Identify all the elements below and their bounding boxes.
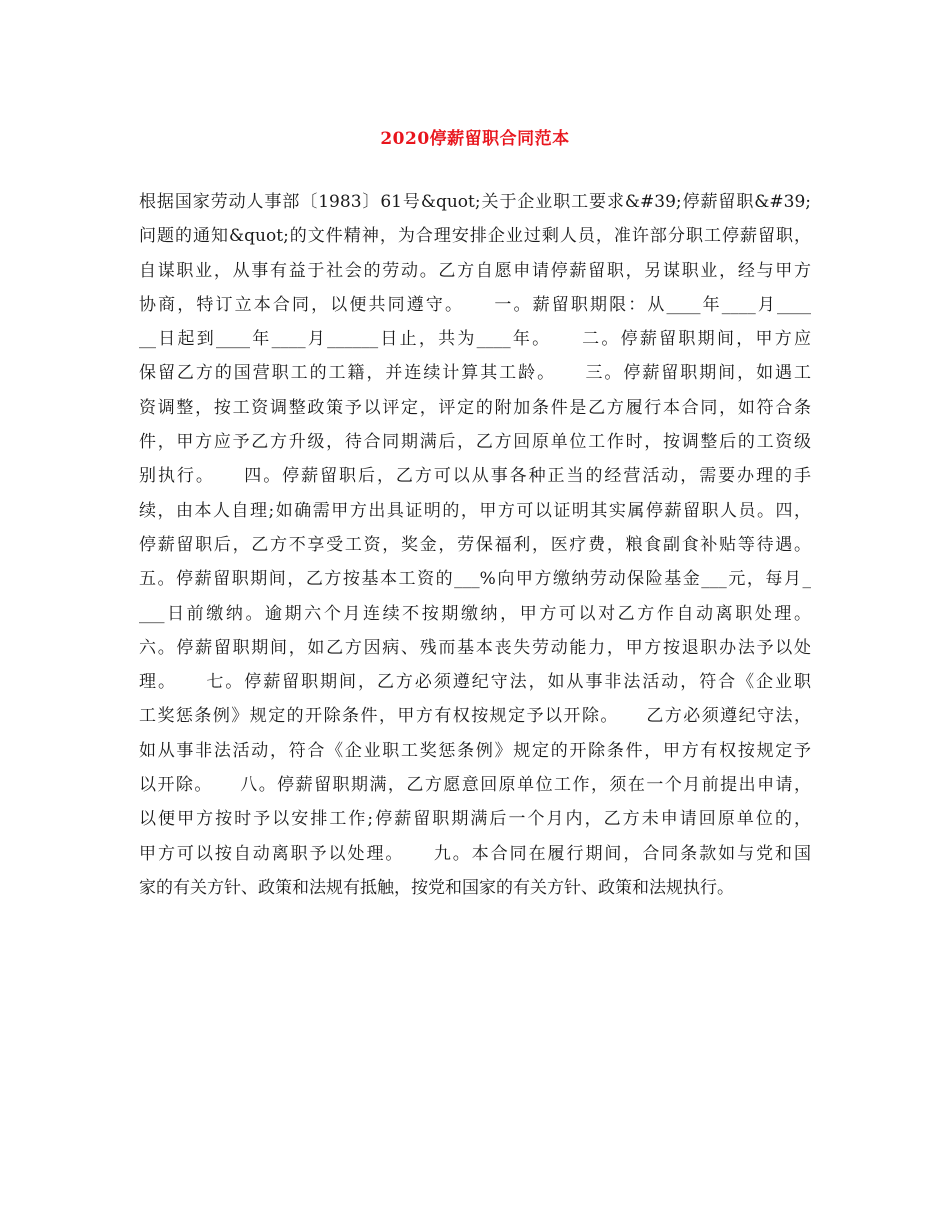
body-line: 别执行。 四。停薪留职后，乙方可以从事各种正当的经营活动，需要办理的手 — [139, 466, 811, 487]
body-line: 工奖惩条例》规定的开除条件，甲方有权按规定予以开除。 乙方必须遵纪守法， — [139, 706, 811, 727]
body-line: 理。 七。停薪留职期间，乙方必须遵纪守法，如从事非法活动，符合《企业职 — [139, 672, 811, 693]
body-line: 件，甲方应予乙方升级，待合同期满后，乙方回原单位工作时，按调整后的工资级 — [139, 432, 811, 453]
body-line: 续，由本人自理;如确需甲方出具证明的，甲方可以证明其实属停薪留职人员。四， — [139, 500, 811, 521]
body-line: 如从事非法活动，符合《企业职工奖惩条例》规定的开除条件，甲方有权按规定予 — [139, 740, 811, 761]
document-body — [139, 185, 811, 905]
body-line: 根据国家劳动人事部〔1983〕61号&quot;关于企业职工要求&#39;停薪留职&#39; — [139, 192, 811, 212]
body-line: 问题的通知&quot;的文件精神，为合理安排企业过剩人员，准许部分职工停薪留职， — [139, 226, 811, 247]
document-title: 2020停薪留职合同范本 — [380, 129, 570, 149]
body-line: 保留乙方的国营职工的工籍，并连续计算其工龄。 三。停薪留职期间，如遇工 — [139, 363, 811, 384]
body-line: 以开除。 八。停薪留职期满，乙方愿意回原单位工作，须在一个月前提出申请， — [139, 775, 811, 796]
body-line: 以便甲方按时予以安排工作;停薪留职期满后一个月内，乙方未申请回原单位的， — [139, 809, 811, 830]
body-line: __日起到____年____月______日止，共为____年。 二。停薪留职期间，甲方应 — [139, 329, 811, 350]
body-line: 六。停薪留职期间，如乙方因病、残而基本丧失劳动能力，甲方按退职办法予以处 — [139, 637, 811, 658]
body-line: 协商，特订立本合同，以便共同遵守。 一。薪留职期限：从____年____月____ — [139, 294, 811, 315]
body-line: 停薪留职后，乙方不享受工资，奖金，劳保福利，医疗费，粮食副食补贴等待遇。 — [139, 534, 811, 555]
body-line: 家的有关方针、政策和法规有抵触，按党和国家的有关方针、政策和法规执行。 — [139, 877, 734, 898]
body-line: 自谋职业，从事有益于社会的劳动。乙方自愿申请停薪留职，另谋职业，经与甲方 — [139, 260, 811, 281]
body-line: 甲方可以按自动离职予以处理。 九。本合同在履行期间，合同条款如与党和国 — [139, 843, 811, 864]
body-line: 资调整，按工资调整政策予以评定，评定的附加条件是乙方履行本合同，如符合条 — [139, 397, 811, 418]
body-line: ___日前缴纳。逾期六个月连续不按期缴纳，甲方可以对乙方作自动离职处理。 — [139, 603, 811, 624]
body-line: 五。停薪留职期间，乙方按基本工资的___%向甲方缴纳劳动保险基金___元，每月_ — [139, 569, 811, 590]
